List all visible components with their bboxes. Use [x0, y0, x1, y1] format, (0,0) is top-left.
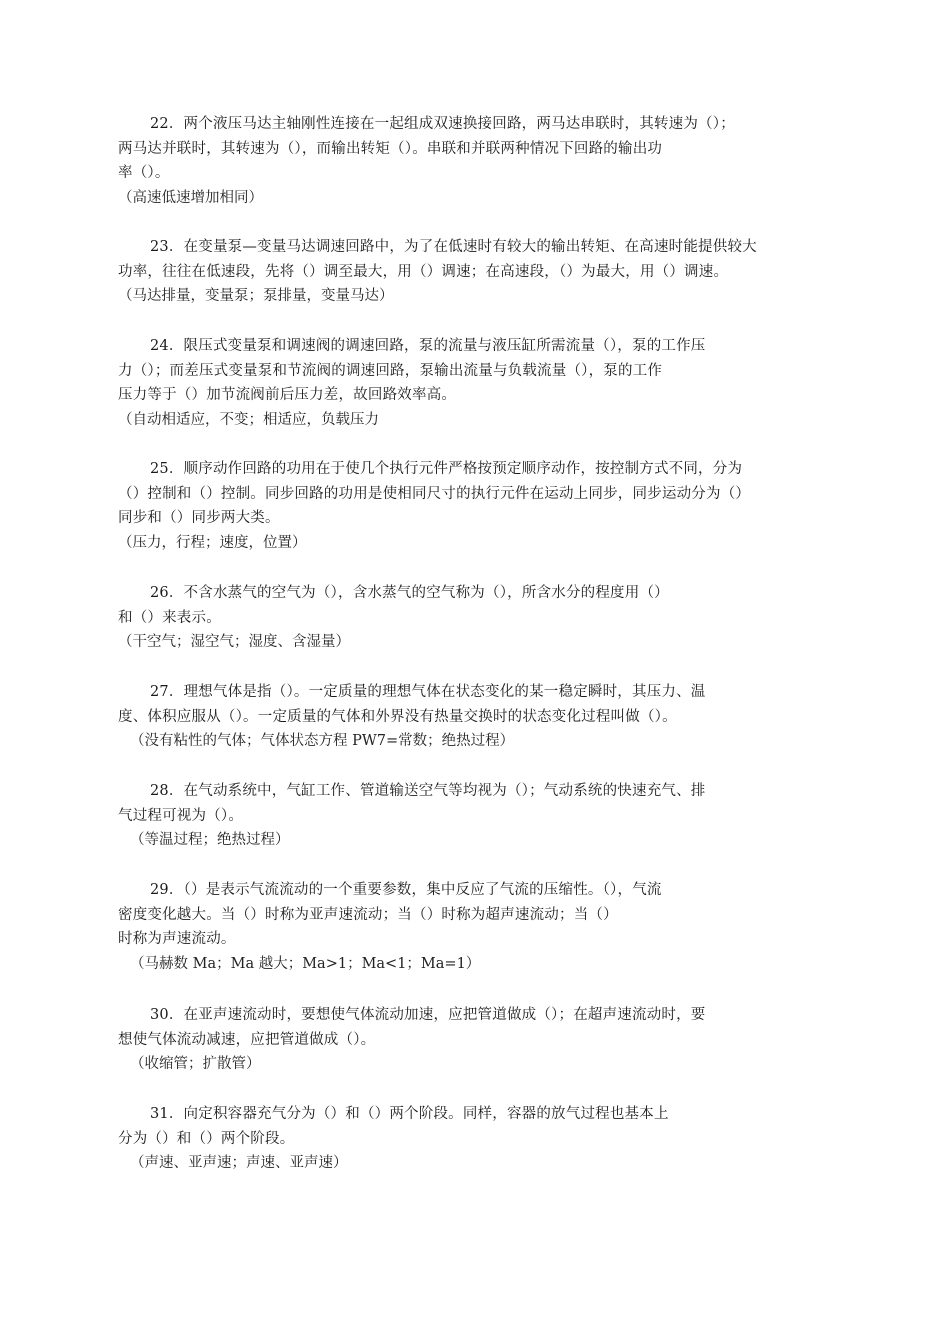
- question-line: 密度变化越大。当（）时称为亚声速流动；当（）时称为超声速流动；当（）: [118, 906, 618, 923]
- question-line: 时称为声速流动。: [118, 931, 236, 947]
- question-line: 23．在变量泵—变量马达调速回路中，为了在低速时有较大的输出转矩、在高速时能提供较大: [150, 239, 757, 255]
- question-line: （）控制和（）控制。同步回路的功用是使相同尺寸的执行元件在运动上同步，同步运动分为（）: [118, 485, 751, 502]
- question-line: 力（）；而差压式变量泵和节流阀的调速回路，泵输出流量与负载流量（），泵的工作: [118, 362, 663, 379]
- question-line: 率（）。: [118, 165, 170, 181]
- answer-line: （声速、亚声速；声速、亚声速）: [130, 1155, 348, 1171]
- question-line: 压力等于（）加节流阀前后压力差，故回路效率高。: [118, 387, 457, 403]
- answer-line: （马达排量，变量泵；泵排量，变量马达）: [118, 288, 394, 304]
- question-22: [118, 112, 853, 210]
- question-24: [118, 334, 853, 432]
- question-23: [118, 235, 853, 309]
- question-30: [118, 1003, 853, 1077]
- answer-line: （马赫数 Ma；Ma 越大；Ma>1；Ma<1；Ma=1）: [130, 955, 481, 972]
- question-line: 22．两个液压马达主轴刚性连接在一起组成双速换接回路，两马达串联时，其转速为（）；: [150, 116, 735, 132]
- question-line: 度、体积应服从（）。一定质量的气体和外界没有热量交换时的状态变化过程叫做（）。: [118, 708, 677, 725]
- answer-line: （自动相适应，不变；相适应，负载压力: [118, 411, 379, 428]
- question-line: 25．顺序动作回路的功用在于使几个执行元件严格按预定顺序动作，按控制方式不同，分为: [150, 461, 743, 477]
- question-line: 功率，往往在低速段，先将（）调至最大，用（）调速；在高速段，（）为最大，用（）调速。: [118, 263, 729, 280]
- question-line: 想使气体流动减速，应把管道做成（）。: [118, 1031, 376, 1048]
- question-25: [118, 457, 853, 555]
- question-line: 同步和（）同步两大类。: [118, 510, 280, 526]
- question-line: 26．不含水蒸气的空气为（），含水蒸气的空气称为（），所含水分的程度用（）: [150, 585, 669, 601]
- answer-line: （高速低速增加相同）: [118, 189, 263, 206]
- question-26: [118, 581, 853, 655]
- question-line: 31．向定积容器充气分为（）和（）两个阶段。同样，容器的放气过程也基本上: [150, 1106, 669, 1122]
- question-line: 分为（）和（）两个阶段。: [118, 1130, 295, 1147]
- question-27: [118, 680, 853, 754]
- question-line: 气过程可视为（）。: [118, 807, 244, 824]
- question-line: 和（）来表示。: [118, 609, 221, 626]
- answer-line: （等温过程；绝热过程）: [130, 832, 290, 848]
- answer-line: （收缩管；扩散管）: [130, 1056, 261, 1072]
- question-28: [118, 779, 853, 853]
- question-line: 30．在亚声速流动时，要想使气体流动加速，应把管道做成（）；在超声速流动时，要: [150, 1007, 706, 1023]
- question-line: 28．在气动系统中，气缸工作、管道输送空气等均视为（）；气动系统的快速充气、排: [150, 783, 706, 799]
- question-31: [118, 1102, 853, 1176]
- question-line: 24．限压式变量泵和调速阀的调速回路，泵的流量与液压缸所需流量（），泵的工作压: [150, 338, 706, 354]
- question-line: 两马达并联时，其转速为（），而输出转矩（）。串联和并联两种情况下回路的输出功: [118, 140, 663, 157]
- question-line: 27．理想气体是指（）。一定质量的理想气体在状态变化的某一稳定瞬时，其压力、温: [150, 684, 706, 700]
- answer-line: （没有粘性的气体；气体状态方程 PW7=常数；绝热过程）: [130, 733, 515, 749]
- answer-line: （压力，行程；速度，位置）: [118, 534, 307, 551]
- question-29: [118, 878, 853, 976]
- question-line: 29．（）是表示气流流动的一个重要参数，集中反应了气流的压缩性。（），气流: [150, 882, 662, 898]
- answer-line: （干空气；湿空气；湿度、含湿量）: [118, 634, 350, 650]
